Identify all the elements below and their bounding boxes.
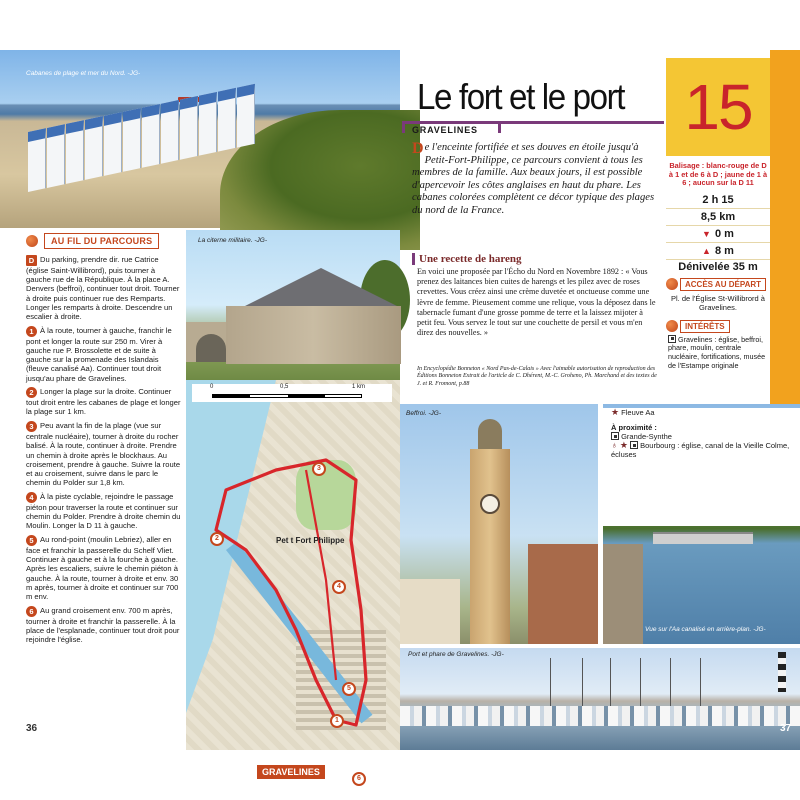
- step-4: [26, 492, 182, 531]
- fleuve-line: [611, 408, 800, 417]
- arch-shape: [196, 334, 226, 362]
- grande-synthe-text: Grande-Synthe: [621, 432, 672, 441]
- route-line: [186, 380, 400, 750]
- step-d: [26, 255, 182, 321]
- orange-bullet-icon: [666, 278, 678, 290]
- itinerary-steps: [26, 255, 182, 649]
- monument-icon: [630, 441, 638, 449]
- acces-title: ACCÈS AU DÉPART: [680, 278, 766, 291]
- duration: 2 h 15: [666, 192, 770, 209]
- page-number-left: 36: [26, 723, 38, 734]
- title-rule: [402, 121, 664, 124]
- step-2: [26, 387, 182, 416]
- orange-bullet-icon: [26, 235, 38, 247]
- house-shape: [528, 544, 598, 644]
- map-start-label: GRAVELINES: [256, 764, 326, 780]
- spire-shape: [478, 419, 502, 451]
- step-marker: 5: [26, 535, 37, 546]
- step-marker: 1: [26, 326, 37, 337]
- wall-shape: [603, 544, 643, 644]
- fleuve-text: Fleuve Aa: [621, 408, 655, 417]
- lighthouse-shape: [778, 652, 786, 692]
- map-point-badge: 6: [352, 772, 366, 786]
- scale-label: 1 km: [352, 384, 366, 390]
- beffroi-caption: Beffroi. -JG-: [406, 410, 442, 417]
- city-label: GRAVELINES: [412, 125, 478, 135]
- step-text: À la piste cyclable, rejoindre le passage piéton pour traverser la route et continuer sur chemin du Polder. Prendre à droite chemin du Moulin. Longer la D 11 à gauche.: [26, 491, 181, 531]
- beach-caption: Cabanes de plage et mer du Nord. -JG-: [26, 70, 141, 77]
- map-point-badge: 2: [210, 532, 224, 546]
- right-page: [400, 50, 800, 750]
- star-icon: ★: [619, 440, 628, 450]
- interets-title: INTÉRÊTS: [680, 320, 730, 333]
- denivelee: Dénivelée 35 m: [678, 260, 758, 273]
- step-text: Au rond-point (moulin Lebriez), aller en face et franchir la passerelle du Schelf Vliet. Continuer à gauche et à la fourche à gauche. Après les escaliers, suivre le chemin piéton à gauche. À la route, tourner à droite et env. 30 m après, tourner à droite et continuer sur 700 m env.: [26, 534, 179, 601]
- page-title: Le fort et le port: [417, 76, 625, 117]
- step-text: Peu avant la fin de la plage (vue sur centrale nucléaire), tourner à droite du rocher balisé. À la route, continuer à droite. Prendre un chemin à droite après le blockhaus. Au croisement, prendre à gauche. Suivre la route et au croisement, suivre dans le parc le chemin du Polder sur 1,8 km.: [26, 421, 181, 488]
- acces-header: [666, 278, 770, 291]
- step-text: À la route, tourner à gauche, franchir le pont et longer la route sur 250 m. Virer à gauche rue P. Brossolette et de suite à gauche sur la promenade des Islandais (fleuve canalisé Aa). Continuer tout droit jusqu'au phare de Gravelines.: [26, 325, 172, 383]
- intro-text: [412, 142, 662, 218]
- scale-label: 0: [210, 384, 214, 390]
- step-text: Longer la plage sur la droite. Continuer tout droit entre les cabanes de plage et longer la plage sur 1 km.: [26, 387, 181, 417]
- interets-continued: [603, 408, 800, 526]
- boats-row: [400, 706, 800, 726]
- canal-caption: Vue sur l'Aa canalisé en arrière-plan. -JG-: [645, 626, 766, 633]
- step-marker: 6: [26, 606, 37, 617]
- distance: 8,5 km: [666, 209, 770, 226]
- recipe-text: En voici une proposée par l'Écho du Nord en Novembre 1892 : « Vous prenez des laitances bien cuites de harengs et les pilez avec de roses crevettes. Vous créez ainsi une crème duvetée et onctueuse comme une lèvre de femme. Pieusement comme une relique, vous la déposez dans le tabernacle fumant d'une grosse pomme de terre et la laissez mijoter à petit feu. Vous servez le tout sur une couchette de persil et vous m'en direz des nouvelles. »: [417, 267, 656, 338]
- bourbourg-text: Bourbourg : église, canal de la Vieille Colme, écluses: [611, 441, 790, 459]
- itinerary-header: [26, 233, 186, 249]
- altitude-high-value: 8 m: [714, 244, 734, 257]
- bourbourg-line: [611, 441, 800, 459]
- acces-text: Pl. de l'Église St-Willibrord à Gravelines.: [671, 293, 765, 312]
- step-3: [26, 421, 182, 487]
- orange-strip: [770, 50, 800, 420]
- step-1: [26, 326, 182, 383]
- map-point-badge: 4: [332, 580, 346, 594]
- title-rule-tick: [402, 121, 405, 133]
- interets-body: Gravelines : église, beffroi, phare, moulin, centrale nucléaire, fortifications, musée de l'Estampe originale: [668, 334, 766, 370]
- info-panel: [666, 156, 770, 370]
- roof-shape: [241, 268, 401, 308]
- down-triangle-icon: ▼: [702, 228, 711, 239]
- route-map: [186, 380, 400, 782]
- altitude-high: [666, 243, 770, 260]
- section-title: AU FIL DU PARCOURS: [44, 233, 159, 249]
- step-marker: 3: [26, 421, 37, 432]
- step-marker: D: [26, 255, 37, 266]
- title-rule-tick: [498, 121, 501, 133]
- beach-huts-photo: [0, 50, 400, 228]
- step-marker: 2: [26, 387, 37, 398]
- interets-text: [666, 333, 770, 370]
- star-icon: ★: [611, 407, 620, 417]
- interets-header: [666, 320, 770, 333]
- up-triangle-icon: ▲: [702, 245, 711, 256]
- wall-shape: [226, 306, 401, 364]
- citerne-photo: [186, 230, 400, 380]
- house-shape: [400, 579, 460, 644]
- clock-shape: [480, 494, 500, 514]
- monument-icon: [668, 335, 676, 343]
- recipe-source: In Encyclopédie Bonneton « Nord Pas-de-Calais » Avec l'aimable autorisation de reproduction des Éditions Bonneton Extrait de l'article de C. Dhérent, M.-C. Groheno, Ph. Marchand et des textes de J. et R. Fromont, p.88: [417, 366, 657, 387]
- tower-shape: [470, 449, 510, 644]
- step-5: [26, 535, 182, 601]
- map-point-badge: 3: [312, 462, 326, 476]
- citerne-caption: La citerne militaire. -JG-: [198, 237, 267, 244]
- port-caption: Port et phare de Gravelines. -JG-: [408, 651, 504, 658]
- proximite-title: À proximité :: [611, 423, 657, 432]
- altitude-low: [666, 226, 770, 243]
- intro-dropcap: D: [412, 140, 424, 157]
- port-photo: [400, 648, 800, 750]
- intro-body: e l'enceinte fortifiée et ses douves en étoile jusqu'à Petit-Fort-Philippe, ce parcours convient à tous les membres de la famille. Aux beaux jours, il est possible d'apercevoir les côtes anglaises en haut du phare. Les cabanes colorées complètent ce décor typique des plages du nord de la France.: [412, 142, 655, 216]
- balisage-text: Balisage : blanc-rouge de D à 1 et de 6 à D ; jaune de 1 à 6 ; aucun sur la D 11: [668, 161, 768, 188]
- step-text: Au grand croisement env. 700 m après, tourner à droite et franchir la passerelle. À la place de l'esplanade, continuer tout droit pour rejoindre l'église.: [26, 605, 180, 645]
- canal-photo: [603, 404, 800, 644]
- recipe-title: Une recette de hareng: [412, 253, 522, 265]
- step-6: [26, 606, 182, 645]
- monument-icon: [611, 432, 619, 440]
- map-point-badge: 1: [330, 714, 344, 728]
- step-text: Du parking, prendre dir. rue Catrice (église Saint-Willibrord), puis tourner à gauche rue de la République. À la place A. Denvers (beffroi), continuer tout droit. Tourner à droite puis continuer rue des Remparts. Longer les remparts à droite. Descendre un escalier à droite.: [26, 255, 180, 322]
- page-number-right: 37: [780, 723, 792, 734]
- lock-shape: [653, 532, 753, 544]
- beffroi-photo: [400, 404, 598, 644]
- church-icon: ♁: [611, 440, 618, 450]
- map-point-badge: 5: [342, 682, 356, 696]
- orange-bullet-icon: [666, 320, 678, 332]
- altitude-low-value: 0 m: [714, 227, 734, 240]
- step-marker: 4: [26, 492, 37, 503]
- grande-synthe-line: [611, 432, 800, 441]
- map-place-label: Pet t Fort Philippe: [276, 536, 345, 545]
- walk-number: 15: [666, 58, 770, 156]
- scale-label: 0,5: [280, 384, 289, 390]
- book-spread: [0, 50, 800, 782]
